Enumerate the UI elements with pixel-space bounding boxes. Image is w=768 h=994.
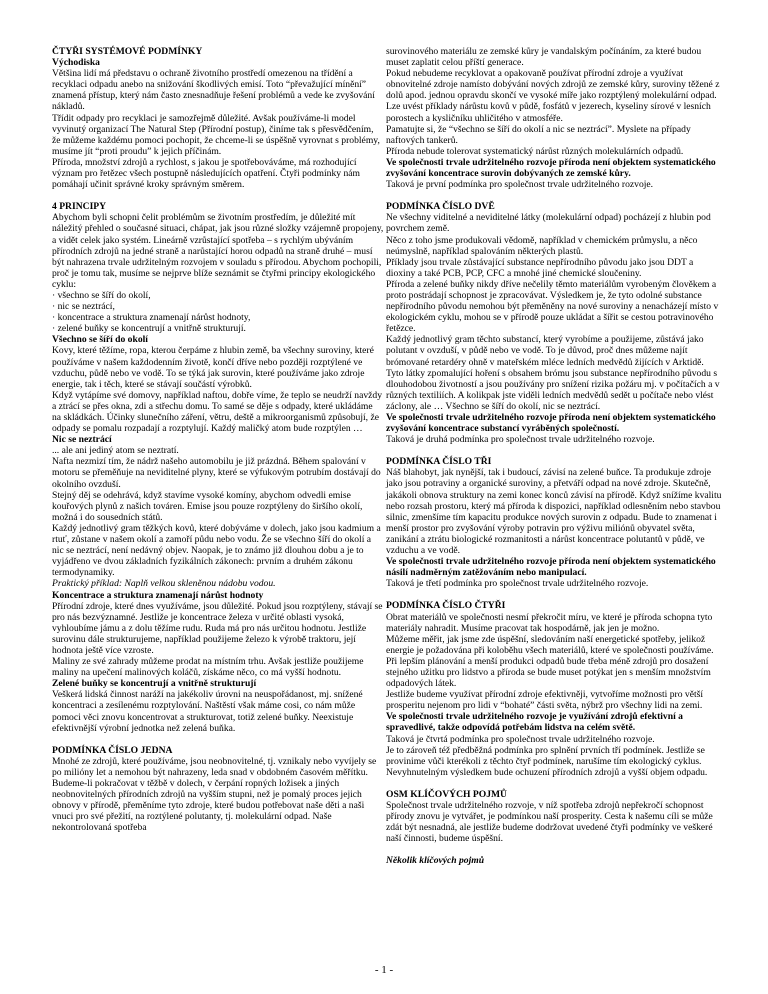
paragraph: Je to zároveň též předběžná podmínka pro splnění prvních tří podmínek. Jestliže se provinime vůči kterékoli z těchto čtyř podmínek, narušíme tím ekologický cyklus. Nevyhnutelným výsledkem bude ochuzení přírodních zdrojů a vyšší objem odpadu. [386, 744, 708, 778]
paragraph: Lze uvést příklady nárůstu kovů v půdě, fosfátů v jezerech, kyseliny sírové v lesních porostech a kysličníku uhličitého v atmosféře. [386, 101, 711, 124]
paragraph: Můžeme měřit, jak jsme zde úspěšní, sledováním naší energetické spotřeby, jelikož energie je požadována při koloběhu všech materiálů, které ve společnosti používáme. [386, 633, 714, 656]
section-heading: Ve společnosti trvale udržitelného rozvoje je využívání zdrojů efektivní a spravedlivé, takže odpovídá potřebám lidstva na celém světě. [386, 711, 683, 734]
section-heading: PODMÍNKA ČÍSLO ČTYŘI [386, 600, 506, 612]
paragraph: Mnohé ze zdrojů, které používáme, jsou neobnovitelné, tj. vznikaly nebo vyvíjely se po milióny let a nemohou být nahrazeny, leda snad v obdobném časovém měřítku. [52, 755, 377, 778]
paragraph: · všechno se šíří do okolí, [52, 289, 151, 301]
paragraph: Pamatujte si, že “všechno se šíří do okolí a nic se neztrácí”. Myslete na případy naftových tankerů. [386, 123, 691, 146]
paragraph: · zelené buňky se koncentrují a vnitřně strukturují. [52, 323, 246, 335]
paragraph-spacer [386, 844, 722, 855]
page-number: - 1 - [374, 964, 394, 976]
paragraph: Taková je první podmínka pro společnost trvale udržitelného rozvoje. [386, 179, 654, 191]
paragraph: · koncentrace a struktura znamenají nárůst hodnoty, [52, 312, 251, 324]
paragraph: Příroda, množství zdrojů a rychlost, s jakou je spotřebováváme, má rozhodující význam pro řetězec všech postupně následujících opatření. Čtyři podmínky nám pomáhají učinit správné kroky správným směrem. [52, 156, 360, 191]
paragraph: ... ale ani jediný atom se neztratí. [52, 445, 179, 457]
paragraph: Nafta nezmizí tím, že nádrž našeho automobilu je již prázdná. Během spalování v motoru se přeměňuje na neviditelné plyny, které se výfukovým potrubím dostávají do okolního ovzduší. [52, 456, 381, 490]
paragraph: Stejný děj se odehrává, když stavíme vysoké komíny, abychom odvedli emise kouřových plynů z našich továren. Emise jsou pouze rozptýleny do širšího okolí, možná i do sousedních států. [52, 489, 363, 523]
section-heading: ČTYŘI SYSTÉMOVÉ PODMÍNKY [52, 46, 203, 57]
paragraph: Třídit odpady pro recyklaci je samozřejmě důležité. Avšak používáme-li model vyvinutý organizací The Natural Step (Přírodní postup), činíme tak s přesvědčením, že můžeme každému pomoci pochopit, že chceme-li se úspěšně vyrovnat s problémy, musíme jít “proti proudu” k jejich příčinám. [52, 112, 380, 157]
section-heading: Několik klíčových pojmů [386, 855, 485, 867]
paragraph: Taková je třetí podmínka pro společnost trvale udržitelného rozvoje. [386, 578, 649, 590]
paragraph: Jestliže budeme využívat přírodní zdroje efektivněji, vytvoříme možnosti pro větší prosperitu nejenom pro lidi v “bohaté” části světa, nýbrž pro všechny lidi na zemi. [386, 689, 704, 712]
section-heading: Ve společnosti trvale udržitelného rozvoje příroda není objektem systematického zvyšování koncentrace surovin dobývaných ze zemské kůry. [386, 156, 716, 180]
paragraph: Praktický příklad: Naplň velkou skleněnou nádobu vodou. [52, 578, 276, 590]
section-heading: Ve společnosti trvale udržitelného rozvoje příroda není objektem systematického zvyšování koncentrace substancí vyráběných společností. [386, 412, 716, 435]
paragraph: Taková je druhá podmínka pro společnost trvale udržitelného rozvoje. [386, 434, 655, 446]
paragraph: · nic se neztrácí, [52, 301, 115, 313]
paragraph: Příklady jsou trvale zůstávající substance nepřírodního původu jako jsou DDT a dioxiny a také PCB, PCP, CFC a mnohé jiné chemické sloučeniny. [386, 256, 694, 279]
section-heading: Koncentrace a struktura znamenají nárůst hodnoty [52, 589, 264, 601]
section-heading: PODMÍNKA ČÍSLO JEDNA [52, 744, 173, 756]
section-heading: Ve společnosti trvale udržitelného rozvoje příroda není objektem systematického násilí nadměrným zatěžováním nebo manipulací. [386, 556, 716, 579]
section-heading: 4 PRINCIPY [52, 201, 107, 213]
paragraph-spacer [386, 778, 722, 789]
paragraph-spacer [52, 734, 384, 745]
paragraph: Maliny ze své zahrady můžeme prodat na místním trhu. Avšak jestliže použijeme maliny na upečení malinových koláčů, získáme něco, co má vyšší hodnotu. [52, 656, 364, 679]
paragraph: Společnost trvale udržitelného rozvoje, v níž spotřeba zdrojů nepřekročí schopnost přírody znovu je vytvářet, je podmínkou naší prosperity. Cesta k našemu cíli se může zdát být nesnadná, ale jestliže budeme dodržovat uvedené čtyři podmínky ve veškeré naší činnosti, budeme úspěšní. [386, 800, 713, 845]
paragraph: Obrat materiálů ve společnosti nesmí překročit míru, ve které je příroda schopna tyto materiály nahradit. Musíme pracovat tak hospodárně, jak jen je možno. [386, 611, 713, 634]
paragraph: Náš blahobyt, jak nynější, tak i budoucí, závisí na zelené buňce. Ta produkuje zdroje jako jsou potraviny a organické suroviny, a přetváří odpad na nové zdroje. Skutečně, jakákoli obnova struktury na zemi konec konců závisí na přírodě. Když snížíme kvalitu nebo rozsah prostoru, který má příroda k dispozici, například odlesněním nebo stavbou silnic, zmenšíme tím kapacitu produkce nových surovin z odpadu. Bude to znamenat i menší prostor pro zvyšování výroby potravin pro výživu miliónů obyvatel světa, zanikání a ztrátu biologické rozmanitosti a nárůst koncentrace polutantů v půdě, ve vzduchu a ve vodě. [386, 467, 722, 557]
paragraph: Veškerá lidská činnost naráží na jakékoliv úrovni na neuspořádanost, mj. snížené koncentraci a zesílenému rozptylování. Naštěstí však máme cosi, co nám může pomoci věci znovu koncentrovat a strukturovat, totiž zelené buňky. Neexistuje efektivnější výrobní jednotka než zelená buňka. [52, 689, 363, 734]
paragraph: Taková je čtvrtá podmínka pro společnost trvale udržitelného rozvoje. [386, 733, 655, 745]
left-column [52, 46, 384, 833]
paragraph: Každý jednotlivý gram těžkých kovů, které dobýváme v dolech, jako jsou kadmium a rtuť, zůstane v našem okolí a zamoří půdu nebo vodu. Že se všechno šíří do okolí a nic se neztrácí, není nedávný objev. Naopak, je to známo již dlouhou dobu a je to vyjádřeno ve dvou základních fyzikálních zákonech: prvním a druhém zákonu termodynamiky. [52, 522, 381, 579]
paragraph-spacer [52, 190, 384, 201]
paragraph: Kovy, které těžíme, ropa, kterou čerpáme z hlubin země, ba všechny suroviny, které používáme v našem každodenním životě, končí dříve nebo později rozptýlené ve vzduchu, půdě nebo ve vodě. To se týká jak surovin, které používáme jako zdroje energie, tak i těch, které se stávají součástí výrobků. [52, 345, 374, 390]
paragraph: Něco z toho jsme produkovali vědomě, například v chemickém průmyslu, a něco neúmyslně, například spalováním některých plastů. [386, 234, 698, 257]
paragraph: Každý jednotlivý gram těchto substancí, který vyrobíme a použijeme, zůstává jako polutant v ovzduší, v půdě nebo ve vodě. To je důvod, proč dnes můžeme najít brómované retardéry ohně v mateřském mléce ledních medvědů žijících v Arktidě. Tyto látky zpomalující hoření s obsahem brómu jsou substance nepřírodního původu s dlouhodobou životností a jsou používány pro snížení rizika požáru mj. v počítačích a v různých textiliích. A kolikpak jste viděli ledních medvědů sedět u počítače nebo vlést záclony, ale … Všechno se šíří do okolí, nic se neztrácí. [386, 334, 720, 412]
section-heading: Nic se neztrácí [52, 434, 112, 446]
paragraph: Abychom byli schopni čelit problémům se životním prostředím, je důležité mít náležitý přehled o současné situaci, chápat, jak jsou různé složky vzájemně propojeny, a vidět celek jako systém. Lineárně vzrůstající spotřeba – s rychlým ubýváním přírodních zdrojů na jedné straně a narůstající horou odpadů na straně druhé – musí být nahrazena trvale udržitelným rozvojem v souladu s přírodou. Abychom pochopili, proč je tomu tak, musíme se nejprve blíže seznámit se čtyřmi principy ekologického cyklu: [52, 212, 384, 290]
section-heading: Zelené buňky se koncentrují a vnitřně strukturují [52, 678, 257, 690]
paragraph: Při lepším plánování a menší produkci odpadů bude třeba méně zdrojů pro dosažení stejného užitku pro lidstvo a příroda se bude muset potýkat jen s menším množstvím odpadových látek. [386, 655, 711, 690]
paragraph-spacer [386, 445, 722, 456]
paragraph-spacer [386, 589, 722, 600]
paragraph: Ne všechny viditelné a neviditelné látky (molekulární odpad) pocházejí z hlubin pod povrchem země. [386, 212, 711, 235]
section-heading: Východiska [52, 57, 100, 69]
section-heading: PODMÍNKA ČÍSLO TŘI [386, 456, 492, 468]
paragraph: surovinového materiálu ze zemské kůry je vandalským počínáním, za které budou muset zaplatit celou příští generace. [386, 46, 702, 69]
paragraph: Většina lidí má představu o ochraně životního prostředí omezenou na třídění a recyklaci odpadu anebo na snižování škodlivých emisí. Toto “převažující mínění” znamená přístup, který nám často znesnadňuje řešení problémů a vede ke zvyšování nákladů. [52, 68, 375, 113]
paragraph: Příroda nebude tolerovat systematický nárůst různých molekulárních odpadů. [386, 145, 684, 157]
paragraph: Když vytápíme své domovy, například naftou, dobře víme, že teplo se neudrží navždy a ztrácí se přes okna, zdi a střechu domu. To samé se děje s odpady, které ukládáme na skládkách. Účinky slunečního záření, větru, deště a mikroorganismů způsobují, že odpady se pomalu rozpadají a rozptylují. Každý maličký atom bude rozptýlen … [52, 389, 382, 435]
section-heading: PODMÍNKA ČÍSLO DVĚ [386, 201, 495, 213]
paragraph: Pokud nebudeme recyklovat a opakovaně používat přírodní zdroje a využívat obnovitelné zdroje namísto dobývání nových zdrojů ze zemské kůry, suroviny těžené z dolů apod. jednou opravdu skončí ve vysoké míře jako rozptýlený molekulární odpad. [386, 68, 720, 102]
paragraph-spacer [386, 190, 722, 201]
paragraph: Budeme-li pokračovat v těžbě v dolech, v čerpání ropných ložisek a jiných neobnovitelných přírodních zdrojů na vyšším stupni, než je pomalý proces jejich obnovy v přírodě, přeměníme tyto zdroje, které budou potřebovat naše děti a naši vnuci pro své přežití, na roztýlené polutanty, tj. molekulární odpad. Naše nekontrolovaná spotřeba [52, 778, 365, 834]
paragraph: Příroda a zelené buňky nikdy dříve nečelily těmto materiálům vyrobeným člověkem a proto postrádají schopnost je zpracovávat. Výsledkem je, že tyto odolné substance nepřírodního původu nemohou být přeměněny na nové suroviny a nenacházejí místo v ekologickém cyklu, mohou se v přírodě pouze ukládat a šířit se cestou potravinového řetězce. [386, 278, 719, 335]
section-heading: OSM KLÍČOVÝCH POJMŮ [386, 788, 507, 800]
section-heading: Všechno se šíří do okolí [52, 334, 148, 346]
paragraph: Přírodní zdroje, které dnes využíváme, jsou důležité. Pokud jsou rozptýleny, stávají se pro nás bezvýznamné. Jestliže je koncentrace železa v určité oblasti vysoká, vyhloubíme jámu a z dolu těžíme rudu. Ruda má pro nás určitou hodnotu. Jestliže surovinu dále strukturujeme, například použijeme železo k výrobě traktoru, její hodnota ještě více vzroste. [52, 600, 383, 656]
right-column [386, 46, 722, 866]
